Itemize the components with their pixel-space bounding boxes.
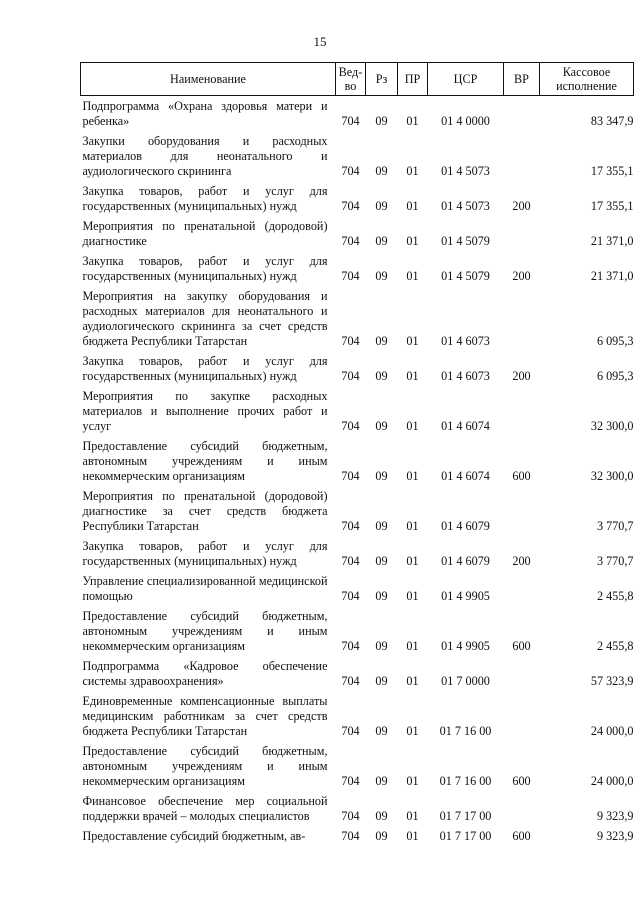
cell-csr: 01 4 6079	[441, 519, 490, 533]
cell-csr: 01 4 6074	[441, 469, 490, 483]
table-header-row	[81, 63, 634, 96]
cell-vr	[504, 656, 540, 691]
cell-ved: 704	[341, 164, 360, 178]
cell-amount: 9 323,9	[596, 829, 634, 843]
table-row	[81, 571, 634, 606]
cell-amount: 3 770,7	[596, 554, 634, 568]
cell-csr: 01 4 6073	[441, 369, 490, 383]
cell-ved: 704	[341, 674, 360, 688]
cell-csr: 01 4 5079	[441, 234, 490, 248]
cell-rz: 09	[375, 519, 388, 533]
cell-rz: 09	[375, 674, 388, 688]
cell-vr	[504, 131, 540, 181]
cell-name: Мероприятия на закупку оборудования и расходных материалов для неонатального и аудиологического скрининга за счет средств бюджета Республики Татарстан	[82, 289, 328, 348]
header-vr: ВР	[504, 63, 540, 96]
cell-amount: 17 355,1	[590, 164, 634, 178]
budget-table	[80, 62, 634, 846]
cell-vr: 600	[512, 639, 531, 653]
cell-amount: 17 355,1	[590, 199, 634, 213]
cell-amount: 57 323,9	[590, 674, 634, 688]
table-row	[81, 606, 634, 656]
table-row	[81, 741, 634, 791]
cell-csr: 01 4 6073	[441, 334, 490, 348]
cell-csr: 01 4 9905	[441, 589, 490, 603]
header-csr: ЦСР	[428, 63, 504, 96]
cell-name: Мероприятия по пренатальной (дородовой) диагностике	[82, 219, 328, 248]
cell-amount: 32 300,0	[590, 469, 634, 483]
cell-pr: 01	[406, 114, 419, 128]
cell-amount: 83 347,9	[590, 114, 634, 128]
cell-pr: 01	[406, 199, 419, 213]
cell-vr: 600	[512, 829, 531, 843]
cell-amount: 21 371,0	[590, 234, 634, 248]
cell-name: Финансовое обеспечение мер социальной поддержки врачей – молодых специалистов	[82, 794, 328, 823]
cell-csr: 01 7 0000	[441, 674, 490, 688]
cell-vr: 200	[512, 199, 531, 213]
cell-amount: 6 095,3	[596, 369, 634, 383]
cell-rz: 09	[375, 829, 388, 843]
cell-vr: 200	[512, 554, 531, 568]
header-pr: ПР	[398, 63, 428, 96]
cell-rz: 09	[375, 724, 388, 738]
cell-ved: 704	[341, 829, 360, 843]
cell-vr: 600	[512, 774, 531, 788]
cell-ved: 704	[341, 334, 360, 348]
cell-pr: 01	[406, 369, 419, 383]
cell-csr: 01 7 16 00	[439, 774, 492, 788]
cell-rz: 09	[375, 554, 388, 568]
cell-pr: 01	[406, 639, 419, 653]
cell-csr: 01 4 6079	[441, 554, 490, 568]
header-rz: Рз	[366, 63, 398, 96]
table-row	[81, 216, 634, 251]
cell-name: Закупка товаров, работ и услуг для государственных (муниципальных) нужд	[82, 254, 328, 283]
cell-pr: 01	[406, 469, 419, 483]
cell-csr: 01 4 0000	[441, 114, 490, 128]
cell-name: Мероприятия по пренатальной (дородовой) диагностике за счет средств бюджета Республики Татарстан	[82, 489, 328, 533]
table-row	[81, 351, 634, 386]
table-row	[81, 436, 634, 486]
cell-name: Закупка товаров, работ и услуг для государственных (муниципальных) нужд	[82, 539, 328, 568]
cell-ved: 704	[341, 234, 360, 248]
cell-name: Закупки оборудования и расходных материалов для неонатального и аудиологического скрининга	[82, 134, 328, 178]
cell-rz: 09	[375, 774, 388, 788]
cell-vr	[504, 571, 540, 606]
cell-ved: 704	[341, 369, 360, 383]
header-name: Наименование	[81, 63, 336, 96]
cell-name: Закупка товаров, работ и услуг для государственных (муниципальных) нужд	[82, 184, 328, 213]
cell-vr	[504, 286, 540, 351]
cell-rz: 09	[375, 469, 388, 483]
cell-rz: 09	[375, 199, 388, 213]
cell-pr: 01	[406, 674, 419, 688]
cell-rz: 09	[375, 234, 388, 248]
cell-rz: 09	[375, 419, 388, 433]
cell-rz: 09	[375, 164, 388, 178]
cell-csr: 01 7 17 00	[439, 809, 492, 823]
table-row	[81, 251, 634, 286]
table-row	[81, 486, 634, 536]
cell-pr: 01	[406, 269, 419, 283]
cell-vr	[504, 216, 540, 251]
cell-rz: 09	[375, 369, 388, 383]
cell-ved: 704	[341, 589, 360, 603]
cell-vr	[504, 96, 540, 132]
cell-amount: 24 000,0	[590, 774, 634, 788]
cell-rz: 09	[375, 809, 388, 823]
cell-name: Предоставление субсидий бюджетным, автономным учреждениям и иным некоммерческим организациям	[82, 744, 328, 788]
cell-pr: 01	[406, 419, 419, 433]
cell-name: Единовременные компенсационные выплаты медицинским работникам за счет средств бюджета Республики Татарстан	[82, 694, 328, 738]
table-row	[81, 181, 634, 216]
table-row	[81, 656, 634, 691]
cell-pr: 01	[406, 809, 419, 823]
cell-ved: 704	[341, 469, 360, 483]
header-ved: Вед- во	[336, 63, 366, 96]
cell-vr	[504, 691, 540, 741]
cell-ved: 704	[341, 639, 360, 653]
cell-vr: 200	[512, 269, 531, 283]
cell-csr: 01 7 16 00	[439, 724, 492, 738]
table-row	[81, 131, 634, 181]
cell-name: Предоставление субсидий бюджетным, автономным учреждениям и иным некоммерческим организациям	[82, 439, 328, 483]
cell-pr: 01	[406, 164, 419, 178]
cell-pr: 01	[406, 234, 419, 248]
table-row	[81, 691, 634, 741]
cell-ved: 704	[341, 519, 360, 533]
cell-ved: 704	[341, 199, 360, 213]
cell-vr	[504, 386, 540, 436]
cell-name: Подпрограмма «Охрана здоровья матери и ребенка»	[82, 99, 328, 128]
cell-ved: 704	[341, 269, 360, 283]
table-row	[81, 536, 634, 571]
cell-csr: 01 4 6074	[441, 419, 490, 433]
cell-amount: 21 371,0	[590, 269, 634, 283]
cell-name: Предоставление субсидий бюджетным, ав-	[82, 829, 306, 843]
cell-pr: 01	[406, 774, 419, 788]
table-row	[81, 386, 634, 436]
cell-csr: 01 7 17 00	[439, 829, 492, 843]
cell-pr: 01	[406, 724, 419, 738]
cell-pr: 01	[406, 519, 419, 533]
cell-name: Подпрограмма «Кадровое обеспечение системы здравоохранения»	[82, 659, 328, 688]
cell-csr: 01 4 9905	[441, 639, 490, 653]
cell-rz: 09	[375, 334, 388, 348]
cell-vr	[504, 486, 540, 536]
table-body	[81, 96, 634, 847]
cell-csr: 01 4 5073	[441, 164, 490, 178]
cell-ved: 704	[341, 724, 360, 738]
table-row	[81, 286, 634, 351]
cell-name: Управление специализированной медицинской помощью	[82, 574, 328, 603]
cell-ved: 704	[341, 809, 360, 823]
cell-name: Закупка товаров, работ и услуг для государственных (муниципальных) нужд	[82, 354, 328, 383]
cell-amount: 2 455,8	[596, 589, 634, 603]
cell-vr	[504, 791, 540, 826]
cell-rz: 09	[375, 114, 388, 128]
cell-name: Предоставление субсидий бюджетным, автономным учреждениям и иным некоммерческим организациям	[82, 609, 328, 653]
cell-pr: 01	[406, 334, 419, 348]
cell-rz: 09	[375, 639, 388, 653]
cell-rz: 09	[375, 269, 388, 283]
cell-csr: 01 4 5073	[441, 199, 490, 213]
header-amount: Кассовое исполнение	[540, 63, 634, 96]
cell-vr: 200	[512, 369, 531, 383]
table-row	[81, 96, 634, 132]
cell-vr: 600	[512, 469, 531, 483]
table-row	[81, 826, 634, 846]
cell-ved: 704	[341, 554, 360, 568]
cell-amount: 6 095,3	[596, 334, 634, 348]
cell-pr: 01	[406, 829, 419, 843]
cell-amount: 3 770,7	[596, 519, 634, 533]
cell-amount: 24 000,0	[590, 724, 634, 738]
cell-ved: 704	[341, 774, 360, 788]
cell-ved: 704	[341, 419, 360, 433]
cell-pr: 01	[406, 554, 419, 568]
cell-name: Мероприятия по закупке расходных материалов и выполнение прочих работ и услуг	[82, 389, 328, 433]
cell-pr: 01	[406, 589, 419, 603]
page-number: 15	[313, 34, 327, 49]
cell-rz: 09	[375, 589, 388, 603]
table-row	[81, 791, 634, 826]
cell-amount: 32 300,0	[590, 419, 634, 433]
cell-ved: 704	[341, 114, 360, 128]
cell-amount: 9 323,9	[596, 809, 634, 823]
cell-amount: 2 455,8	[596, 639, 634, 653]
cell-csr: 01 4 5079	[441, 269, 490, 283]
